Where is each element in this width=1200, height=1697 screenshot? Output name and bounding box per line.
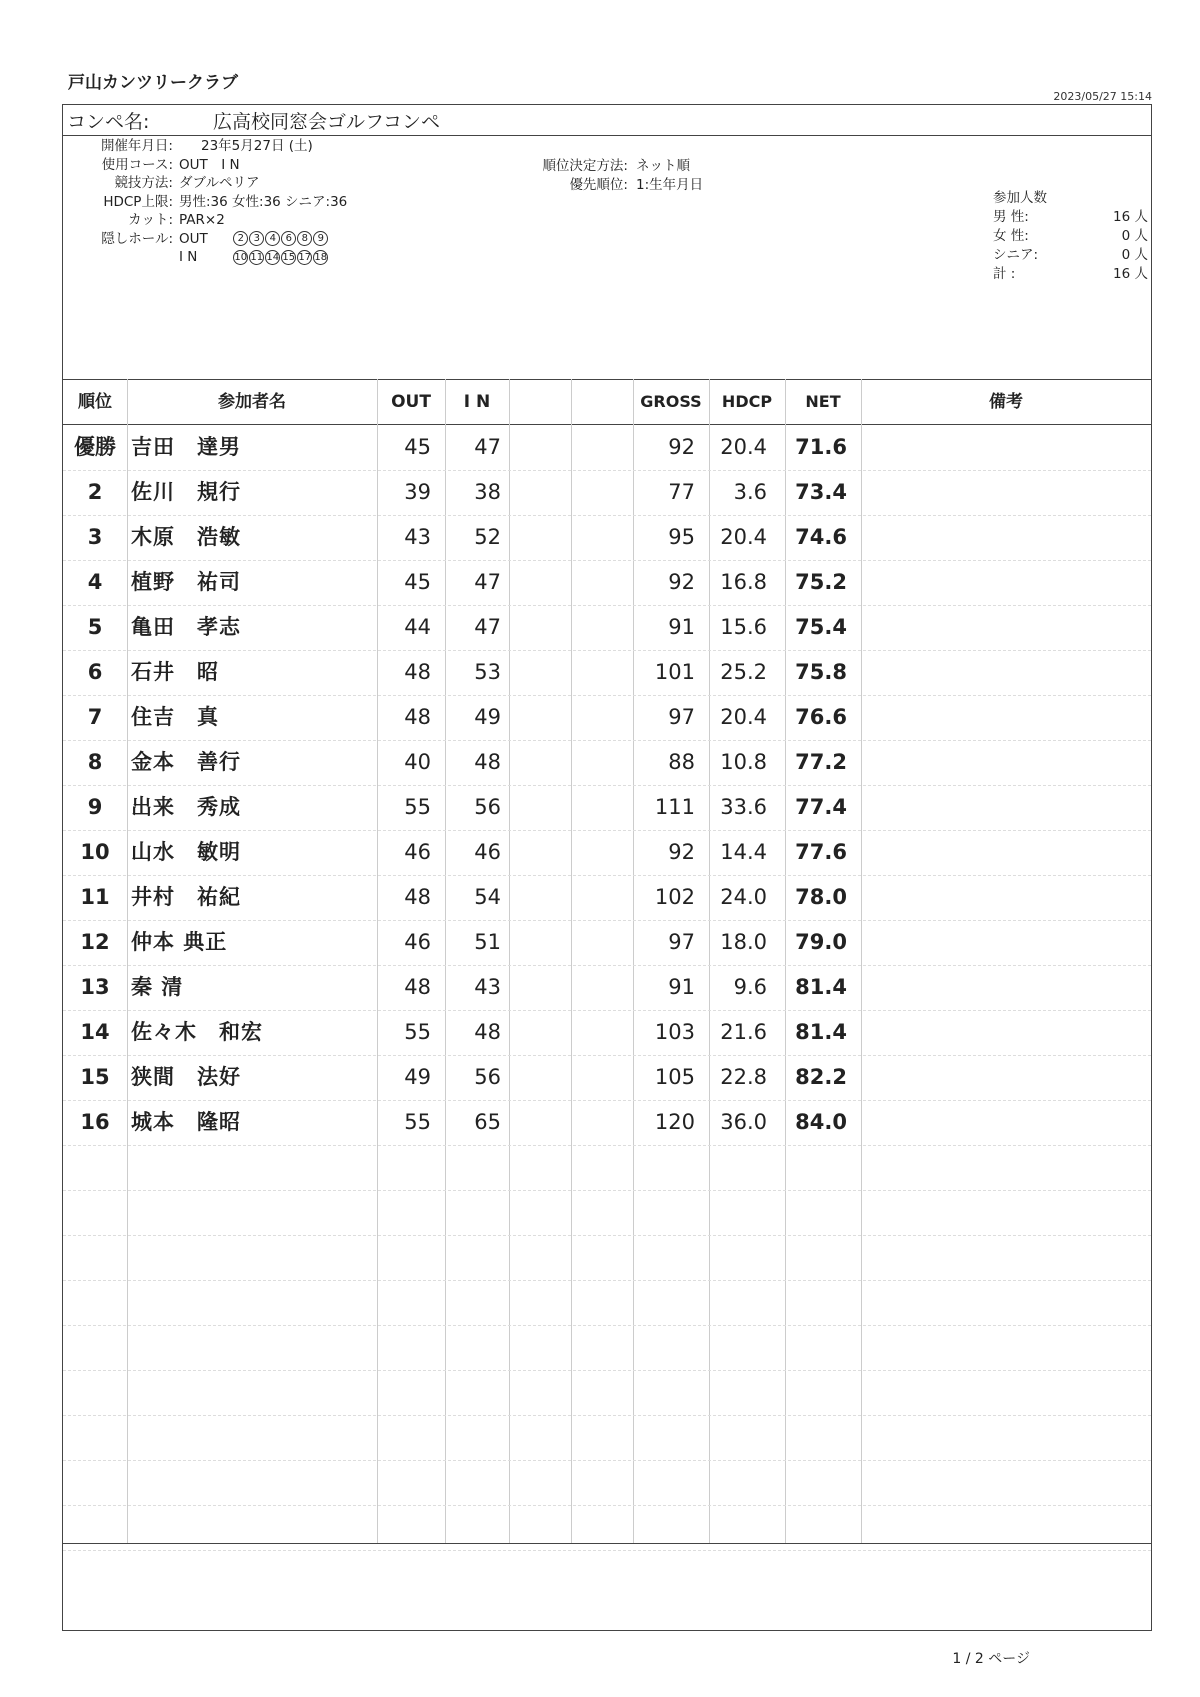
cell-rank: 優勝 <box>74 435 116 459</box>
participant-title: 参加人数 <box>993 190 1047 206</box>
header-name: 参加者名 <box>218 392 286 412</box>
row-divider <box>63 1370 1151 1371</box>
cell-out: 48 <box>404 885 431 909</box>
header-net: NET <box>805 392 841 411</box>
header-rank: 順位 <box>78 392 112 412</box>
cell-name: 出来 秀成 <box>131 795 241 819</box>
cell-rank: 6 <box>87 660 103 684</box>
cell-hdcp: 20.4 <box>720 435 767 459</box>
participant-row <box>993 246 1148 265</box>
hidden-hole-badge: 15 <box>282 251 296 263</box>
cell-in: 51 <box>474 930 501 954</box>
cell-out: 40 <box>404 750 431 774</box>
cell-net: 78.0 <box>795 885 847 909</box>
priority-label: 優先順位: <box>569 176 628 193</box>
cell-in: 65 <box>474 1110 501 1134</box>
cell-in: 54 <box>474 885 501 909</box>
info-hidden-in <box>63 248 329 267</box>
table-row <box>63 740 1151 785</box>
cell-out: 48 <box>404 975 431 999</box>
cell-rank: 13 <box>80 975 110 999</box>
cell-in: 52 <box>474 525 501 549</box>
cell-net: 75.2 <box>795 570 847 594</box>
hidden-in-group <box>179 248 329 267</box>
cell-net: 77.6 <box>795 840 847 864</box>
competition-name: 広高校同窓会ゴルフコンペ <box>213 111 441 133</box>
cell-gross: 92 <box>668 435 695 459</box>
participant-count <box>993 189 1148 284</box>
info-cut <box>63 211 225 230</box>
cell-name: 金本 善行 <box>131 750 241 774</box>
cell-net: 81.4 <box>795 1020 847 1044</box>
hidden-hole-badge: 14 <box>266 251 280 263</box>
cell-gross: 101 <box>654 660 695 684</box>
participant-label: 計 : <box>993 266 1016 282</box>
table-row <box>63 1055 1151 1100</box>
cell-hdcp: 20.4 <box>720 525 767 549</box>
cell-rank: 10 <box>80 840 110 864</box>
cell-in: 56 <box>474 1065 501 1089</box>
table-row <box>63 470 1151 515</box>
cell-name: 狭間 法好 <box>131 1065 241 1089</box>
table-row <box>63 920 1151 965</box>
cell-in: 47 <box>474 615 501 639</box>
row-divider <box>63 1550 1151 1551</box>
competition-info <box>63 137 1151 377</box>
table-row <box>63 875 1151 920</box>
cell-name: 住吉 真 <box>131 705 219 729</box>
participant-count-value: 16 人 <box>1113 209 1148 225</box>
cell-hdcp: 16.8 <box>720 570 767 594</box>
cell-rank: 5 <box>87 615 103 639</box>
cell-out: 48 <box>404 705 431 729</box>
hidden-in-holes <box>233 249 329 265</box>
cell-in: 46 <box>474 840 501 864</box>
cell-out: 45 <box>404 570 431 594</box>
cell-in: 38 <box>474 480 501 504</box>
info-course-value: OUT I N <box>179 156 240 173</box>
info-date-label: 開催年月日: <box>100 138 173 154</box>
info-course <box>63 156 240 175</box>
table-row <box>63 695 1151 740</box>
cell-net: 76.6 <box>795 705 847 729</box>
priority-value: 1:生年月日 <box>636 176 704 193</box>
hidden-out-label: OUT <box>179 230 208 247</box>
row-divider <box>63 1505 1151 1506</box>
info-method-value: ダブルペリア <box>179 175 260 191</box>
hidden-hole-badge: 2 <box>233 231 248 246</box>
print-timestamp: 2023/05/27 15:14 <box>1053 90 1152 103</box>
participant-count-value: 0 人 <box>1121 247 1148 263</box>
info-method <box>63 174 259 193</box>
info-date-value: 23年5月27日 (土) <box>201 138 313 154</box>
hidden-hole-badge: 4 <box>265 231 280 246</box>
participant-label: 男 性: <box>993 209 1029 225</box>
cell-gross: 77 <box>668 480 695 504</box>
cell-out: 43 <box>404 525 431 549</box>
cell-in: 53 <box>474 660 501 684</box>
hidden-out-holes <box>233 231 329 247</box>
table-header <box>63 379 1151 425</box>
cell-name: 植野 祐司 <box>131 570 241 594</box>
cell-gross: 97 <box>668 705 695 729</box>
cell-gross: 103 <box>654 1020 695 1044</box>
header-in: I N <box>463 392 491 412</box>
cell-hdcp: 14.4 <box>720 840 767 864</box>
cell-in: 48 <box>474 750 501 774</box>
hidden-hole-badge: 6 <box>281 231 296 246</box>
cell-net: 75.4 <box>795 615 847 639</box>
cell-rank: 11 <box>80 885 110 909</box>
row-divider <box>63 1145 1151 1146</box>
cell-in: 47 <box>474 570 501 594</box>
header-out: OUT <box>391 392 431 412</box>
cell-net: 74.6 <box>795 525 847 549</box>
hidden-hole-badge: 18 <box>314 251 328 263</box>
cell-hdcp: 33.6 <box>720 795 767 819</box>
table-row <box>63 1100 1151 1145</box>
cell-gross: 120 <box>654 1110 695 1134</box>
cell-out: 55 <box>404 1110 431 1134</box>
cell-net: 77.2 <box>795 750 847 774</box>
cell-rank: 2 <box>87 480 103 504</box>
cell-in: 47 <box>474 435 501 459</box>
cell-name: 佐々木 和宏 <box>131 1020 263 1044</box>
info-course-label: 使用コース: <box>101 156 173 173</box>
row-divider <box>63 1325 1151 1326</box>
cell-out: 46 <box>404 840 431 864</box>
row-divider <box>63 1415 1151 1416</box>
info-hidden-out <box>63 230 329 249</box>
cell-rank: 7 <box>87 705 103 729</box>
cell-hdcp: 22.8 <box>720 1065 767 1089</box>
cell-gross: 102 <box>654 885 695 909</box>
cell-gross: 91 <box>668 615 695 639</box>
cell-in: 49 <box>474 705 501 729</box>
cell-out: 48 <box>404 660 431 684</box>
cell-name: 佐川 規行 <box>131 480 241 504</box>
cell-net: 73.4 <box>795 480 847 504</box>
cell-hdcp: 21.6 <box>720 1020 767 1044</box>
cell-out: 45 <box>404 435 431 459</box>
cell-out: 49 <box>404 1065 431 1089</box>
cell-net: 71.6 <box>795 435 847 459</box>
info-hdcp-limit <box>63 193 347 212</box>
page-number: 1 / 2 ページ <box>952 1651 1030 1667</box>
cell-rank: 15 <box>80 1065 110 1089</box>
cell-out: 55 <box>404 795 431 819</box>
hidden-out-group <box>179 230 329 249</box>
cell-net: 75.8 <box>795 660 847 684</box>
cell-hdcp: 9.6 <box>733 975 767 999</box>
cell-hdcp: 3.6 <box>733 480 767 504</box>
competition-title-row <box>63 105 1151 136</box>
cell-rank: 16 <box>80 1110 110 1134</box>
cell-gross: 88 <box>668 750 695 774</box>
results-frame <box>62 104 1152 1631</box>
row-divider <box>63 1460 1151 1461</box>
cell-in: 43 <box>474 975 501 999</box>
header-gross: GROSS <box>640 392 702 411</box>
hidden-in-label: I N <box>179 249 198 265</box>
footer-divider <box>63 1543 1151 1544</box>
row-divider <box>63 1280 1151 1281</box>
cell-net: 84.0 <box>795 1110 847 1134</box>
cell-gross: 97 <box>668 930 695 954</box>
cell-net: 82.2 <box>795 1065 847 1089</box>
hidden-hole-badge: 10 <box>234 251 248 263</box>
cell-out: 46 <box>404 930 431 954</box>
cell-hdcp: 18.0 <box>720 930 767 954</box>
ranking-method <box>463 157 703 176</box>
header-hdcp: HDCP <box>721 392 773 411</box>
cell-rank: 9 <box>87 795 103 819</box>
hidden-hole-badge: 3 <box>249 231 264 246</box>
ranking-method-value: ネット順 <box>636 158 690 174</box>
cell-name: 亀田 孝志 <box>131 615 241 639</box>
cell-gross: 92 <box>668 840 695 864</box>
participant-row <box>993 265 1148 284</box>
cell-hdcp: 15.6 <box>720 615 767 639</box>
table-row <box>63 425 1151 470</box>
info-hidden-label: 隠しホール: <box>101 230 173 247</box>
cell-out: 55 <box>404 1020 431 1044</box>
cell-net: 77.4 <box>795 795 847 819</box>
participant-label: 女 性: <box>993 228 1029 244</box>
cell-in: 56 <box>474 795 501 819</box>
cell-gross: 91 <box>668 975 695 999</box>
cell-hdcp: 10.8 <box>720 750 767 774</box>
participant-row <box>993 208 1148 227</box>
participant-count-value: 16 人 <box>1113 266 1148 282</box>
hidden-hole-badge: 17 <box>298 251 312 263</box>
hidden-hole-badge: 11 <box>250 251 264 263</box>
cell-name: 山水 敏明 <box>131 840 241 864</box>
hidden-hole-badge: 8 <box>297 231 312 246</box>
info-cut-value: PAR×2 <box>179 212 225 228</box>
table-row <box>63 515 1151 560</box>
cell-name: 秦 清 <box>131 975 184 999</box>
competition-label: コンペ名: <box>67 111 150 133</box>
priority <box>463 176 703 195</box>
participant-row <box>993 227 1148 246</box>
ranking-info <box>463 157 703 194</box>
cell-name: 城本 隆昭 <box>131 1110 241 1134</box>
cell-rank: 8 <box>87 750 103 774</box>
table-row <box>63 830 1151 875</box>
table-row <box>63 605 1151 650</box>
cell-gross: 92 <box>668 570 695 594</box>
row-divider <box>63 1235 1151 1236</box>
cell-name: 井村 祐紀 <box>131 885 241 909</box>
cell-name: 木原 浩敏 <box>131 525 241 549</box>
cell-hdcp: 36.0 <box>720 1110 767 1134</box>
cell-net: 79.0 <box>795 930 847 954</box>
table-row <box>63 965 1151 1010</box>
participant-count-value: 0 人 <box>1121 228 1148 244</box>
cell-rank: 3 <box>87 525 103 549</box>
cell-gross: 95 <box>668 525 695 549</box>
cell-rank: 12 <box>80 930 110 954</box>
cell-out: 39 <box>404 480 431 504</box>
cell-name: 仲本 典正 <box>131 930 228 954</box>
cell-out: 44 <box>404 615 431 639</box>
cell-rank: 14 <box>80 1020 110 1044</box>
header-note: 備考 <box>989 392 1023 412</box>
cell-gross: 105 <box>654 1065 695 1089</box>
info-hdcp-label: HDCP上限: <box>103 193 173 210</box>
cell-hdcp: 25.2 <box>720 660 767 684</box>
cell-gross: 111 <box>654 795 695 819</box>
cell-hdcp: 24.0 <box>720 885 767 909</box>
participant-label: シニア: <box>993 247 1039 263</box>
info-hdcp-value: 男性:36 女性:36 シニア:36 <box>179 193 348 210</box>
table-row <box>63 785 1151 830</box>
cell-net: 81.4 <box>795 975 847 999</box>
cell-name: 石井 昭 <box>131 660 219 684</box>
row-divider <box>63 1190 1151 1191</box>
club-name: 戸山カンツリークラブ <box>68 73 238 93</box>
table-row <box>63 1010 1151 1055</box>
table-row <box>63 650 1151 695</box>
info-method-label: 競技方法: <box>114 175 173 191</box>
cell-name: 吉田 達男 <box>131 435 241 459</box>
table-row <box>63 560 1151 605</box>
ranking-method-label: 順位決定方法: <box>542 158 628 174</box>
hidden-hole-badge: 9 <box>313 231 328 246</box>
info-cut-label: カット: <box>128 212 173 228</box>
cell-in: 48 <box>474 1020 501 1044</box>
cell-rank: 4 <box>87 570 103 594</box>
info-date <box>63 137 313 156</box>
cell-hdcp: 20.4 <box>720 705 767 729</box>
